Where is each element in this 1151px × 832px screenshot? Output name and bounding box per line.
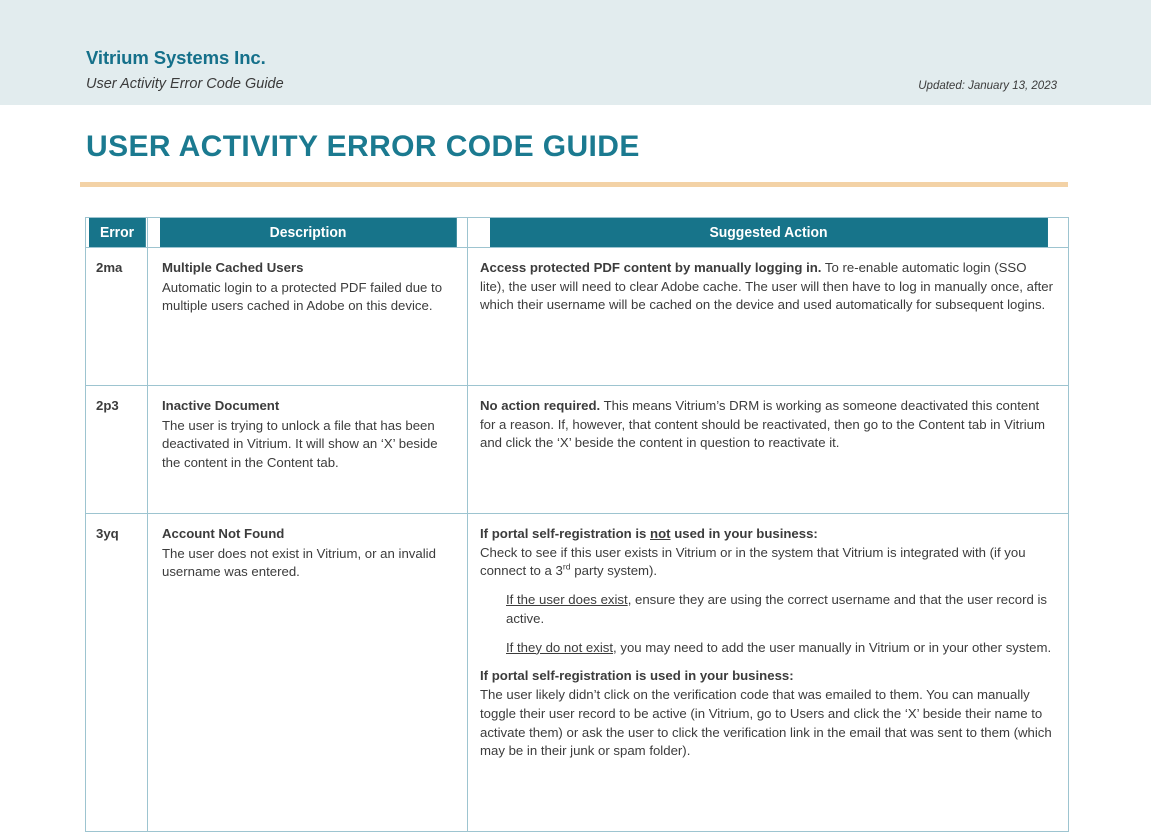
section-body-no-selfreg-pre: Check to see if this user exists in Vitrium or in the system that Vitrium is integrated with (if you connect to a 3 bbox=[480, 544, 1026, 579]
error-description-title: Multiple Cached Users bbox=[162, 260, 304, 275]
error-description-body: The user is trying to unlock a file that has been deactivated in Vitrium. It will show an ‘X’ beside the content in the Content tab. bbox=[162, 417, 438, 471]
company-name: Vitrium Systems Inc. bbox=[86, 47, 266, 68]
section-body-selfreg: The user likely didn’t click on the verification code that was emailed to them. You can manually toggle their user record to be active (in Vitrium, go to Users and click the ‘X’ beside their name to activate them) or ask the user to click the verification link in the email that was sent to them (which may be in their junk or spam folder). bbox=[480, 687, 1052, 759]
section-heading-no-selfreg-post: used in your business: bbox=[670, 526, 818, 541]
action-bullet-user-not-exists-emphasis: If they do not exist bbox=[506, 639, 614, 655]
table-row bbox=[86, 514, 1069, 832]
error-code: 2p3 bbox=[86, 386, 148, 514]
action-bullet-user-exists-emphasis: If the user does exist bbox=[506, 592, 628, 608]
action-bullet-user-exists-rest: , ensure they are using the correct username and that the user record is active. bbox=[506, 592, 1047, 626]
suggested-action-section-no-selfreg bbox=[480, 525, 1054, 581]
column-header-description: Description bbox=[159, 218, 457, 248]
column-header-suggested-action: Suggested Action bbox=[489, 218, 1048, 248]
page-title: USER ACTIVITY ERROR CODE GUIDE bbox=[86, 130, 640, 163]
suggested-action-paragraph bbox=[480, 259, 1054, 315]
document-subtitle: User Activity Error Code Guide bbox=[86, 76, 284, 92]
section-heading-no-selfreg-emphasis: not bbox=[650, 526, 671, 541]
document-header-band bbox=[0, 0, 1151, 105]
error-description-body: The user does not exist in Vitrium, or an invalid username was entered. bbox=[162, 545, 436, 580]
updated-date: Updated: January 13, 2023 bbox=[918, 80, 1057, 92]
table-header bbox=[86, 218, 1069, 248]
ordinal-suffix: rd bbox=[562, 562, 571, 573]
suggested-action bbox=[468, 386, 1069, 514]
suggested-action-lead: No action required. bbox=[480, 398, 601, 413]
suggested-action-body: To re-enable automatic login (SSO lite), the user will need to clear Adobe cache. The user will then have to log in manually once, after which their username will be cached on the device and used automatically for subsequent logins. bbox=[480, 260, 1054, 313]
table-body bbox=[86, 248, 1069, 832]
error-description bbox=[148, 248, 468, 386]
title-accent-rule bbox=[80, 182, 1068, 187]
section-heading-selfreg: If portal self-registration is used in your business: bbox=[480, 668, 794, 684]
suggested-action-section-selfreg bbox=[480, 667, 1054, 761]
action-bullet-user-exists bbox=[506, 591, 1054, 628]
error-description-title: Inactive Document bbox=[162, 398, 280, 413]
table-row bbox=[86, 386, 1069, 514]
action-bullet-user-not-exists bbox=[506, 639, 1054, 658]
document-header-content bbox=[86, 0, 1065, 105]
section-heading-no-selfreg-pre: If portal self-registration is bbox=[480, 526, 651, 541]
error-description bbox=[148, 386, 468, 514]
error-code-table bbox=[85, 217, 1069, 832]
section-heading-no-selfreg bbox=[480, 526, 818, 541]
error-code: 3yq bbox=[86, 514, 148, 832]
error-description-title: Account Not Found bbox=[162, 526, 285, 541]
error-code: 2ma bbox=[86, 248, 148, 386]
error-description bbox=[148, 514, 468, 832]
column-header-error: Error bbox=[88, 218, 146, 248]
table-header-row bbox=[86, 218, 1069, 248]
suggested-action-lead: Access protected PDF content by manually logging in. bbox=[480, 260, 822, 275]
suggested-action bbox=[468, 514, 1069, 832]
suggested-action bbox=[468, 248, 1069, 386]
table-row bbox=[86, 248, 1069, 386]
error-description-body: Automatic login to a protected PDF failed due to multiple users cached in Adobe on this device. bbox=[162, 279, 443, 314]
suggested-action-paragraph bbox=[480, 397, 1054, 453]
section-body-no-selfreg-post: party system). bbox=[570, 563, 658, 579]
suggested-action-body: This means Vitrium’s DRM is working as someone deactivated this content for a reason. If, however, that content should be reactivated, then go to the Content tab in Vitrium and click the ‘X’ beside the content in question to reactivate it. bbox=[480, 398, 1045, 451]
action-bullet-user-not-exists-rest: , you may need to add the user manually in Vitrium or in your other system. bbox=[613, 639, 1052, 655]
